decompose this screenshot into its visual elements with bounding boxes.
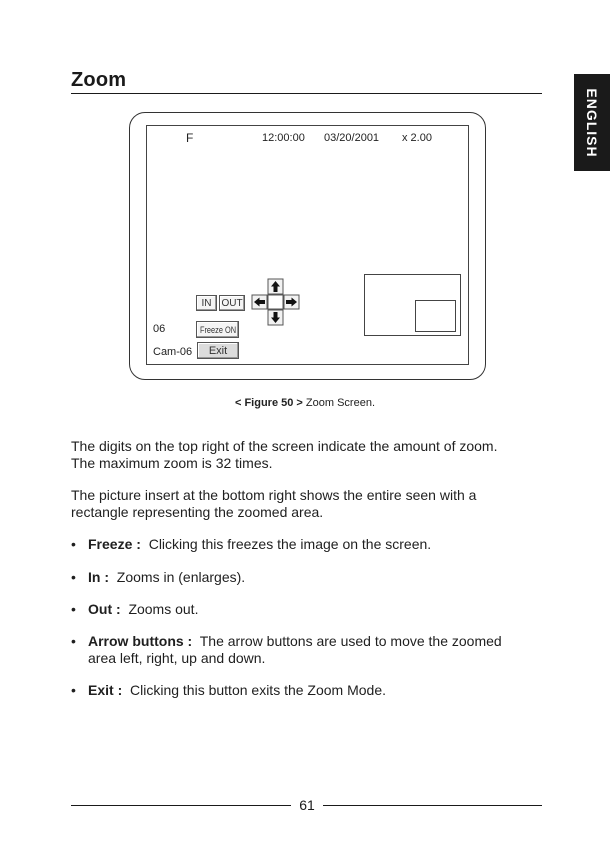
paragraph-picture-insert bbox=[71, 487, 541, 521]
arrow-down-icon[interactable] bbox=[268, 310, 283, 325]
figure-caption-text: Zoom Screen. bbox=[302, 397, 375, 409]
language-tab-label: ENGLISH bbox=[584, 87, 600, 158]
bullet-term: Arrow buttons : bbox=[88, 633, 193, 649]
title-underline bbox=[71, 93, 542, 94]
bullet-dot: • bbox=[71, 601, 76, 617]
arrow-up-icon[interactable] bbox=[268, 279, 283, 294]
bullet-dot: • bbox=[71, 569, 76, 585]
arrow-pad bbox=[251, 278, 300, 326]
bullet-dot: • bbox=[71, 682, 76, 698]
figure-caption-ref: < Figure 50 > bbox=[234, 397, 303, 409]
language-tab bbox=[574, 74, 610, 171]
page-number: 61 bbox=[299, 797, 315, 813]
paragraph-line: The digits on the top right of the screen indicate the amount of zoom. bbox=[71, 438, 498, 454]
paragraph-zoom-amount bbox=[71, 438, 541, 472]
bullet-term: Out : bbox=[88, 601, 121, 617]
osd-time: 12:00:00 bbox=[262, 132, 305, 144]
footer-rule-right bbox=[323, 805, 542, 806]
footer-rule-left bbox=[71, 805, 291, 806]
zoom-out-label: OUT bbox=[221, 297, 243, 309]
zoomed-area-rectangle bbox=[415, 300, 456, 332]
exit-button[interactable] bbox=[197, 342, 239, 359]
bullet-text: Zooms out. bbox=[128, 601, 199, 617]
bullet-term: In : bbox=[88, 569, 109, 585]
bullet-term: Exit : bbox=[88, 682, 123, 698]
arrow-right-icon[interactable] bbox=[284, 295, 299, 309]
exit-label: Exit bbox=[208, 344, 228, 357]
bullet-dot: • bbox=[71, 536, 76, 552]
paragraph-line: The picture insert at the bottom right shows the entire seen with a bbox=[71, 487, 477, 503]
osd-mode: F bbox=[186, 131, 194, 145]
bullet-dot: • bbox=[71, 633, 76, 649]
camera-name: Cam-06 bbox=[153, 346, 193, 358]
freeze-label: Freeze ON bbox=[199, 324, 236, 335]
paragraph-line: The maximum zoom is 32 times. bbox=[71, 455, 273, 471]
figure-caption bbox=[0, 397, 610, 409]
osd-zoom-level: x 2.00 bbox=[402, 132, 432, 144]
osd-date: 03/20/2001 bbox=[324, 132, 380, 144]
freeze-button[interactable] bbox=[196, 321, 239, 338]
camera-number: 06 bbox=[153, 323, 166, 335]
bullet-text: The arrow buttons are used to move the zoomed bbox=[199, 633, 502, 649]
paragraph-line: rectangle representing the zoomed area. bbox=[71, 504, 324, 520]
bullet-text: Clicking this button exits the Zoom Mode. bbox=[130, 682, 387, 698]
zoom-out-button[interactable] bbox=[219, 295, 245, 311]
bullet-text: Clicking this freezes the image on the screen. bbox=[148, 536, 432, 552]
zoom-in-button[interactable] bbox=[196, 295, 217, 311]
bullet-text-continued: area left, right, up and down. bbox=[88, 650, 266, 666]
bullet-text: Zooms in (enlarges). bbox=[116, 569, 246, 585]
zoom-in-label: IN bbox=[201, 297, 212, 309]
arrow-left-icon[interactable] bbox=[252, 295, 267, 309]
bullet-term: Freeze : bbox=[88, 536, 141, 552]
page-title: Zoom bbox=[71, 69, 127, 91]
